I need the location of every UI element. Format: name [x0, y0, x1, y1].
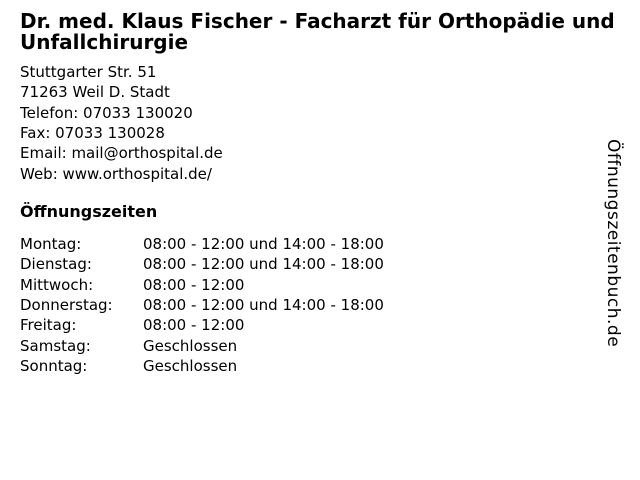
time-value: 08:00 - 12:00 [143, 275, 245, 294]
day-label: Samstag: [20, 336, 91, 355]
contact-fax: Fax: 07033 130028 [20, 123, 165, 142]
day-label: Dienstag: [20, 255, 92, 274]
day-label: Montag: [20, 235, 82, 253]
day-label: Sonntag: [20, 356, 88, 375]
time-value: Geschlossen [143, 356, 238, 375]
contact-phone: Telefon: 07033 130020 [20, 103, 193, 122]
hours-row-thursday [20, 295, 384, 315]
time-value: 08:00 - 12:00 und 14:00 - 18:00 [143, 295, 384, 314]
hours-row-friday [20, 315, 384, 335]
page-title: Dr. med. Klaus Fischer - Facharzt für Orthopädie und Unfallchirurgie [20, 9, 615, 54]
hours-row-tuesday [20, 254, 384, 274]
day-label: Freitag: [20, 316, 77, 335]
opening-hours-heading: Öffnungszeiten [20, 202, 158, 221]
site-watermark: Öffnungszeitenbuch.de [603, 139, 623, 348]
time-value: 08:00 - 12:00 [143, 316, 245, 335]
contact-city: 71263 Weil D. Stadt [20, 83, 170, 102]
day-label: Mittwoch: [20, 275, 94, 294]
hours-row-saturday [20, 336, 384, 356]
hours-row-sunday [20, 356, 384, 376]
contact-info [20, 62, 223, 184]
time-value: 08:00 - 12:00 und 14:00 - 18:00 [143, 235, 384, 253]
contact-street: Stuttgarter Str. 51 [20, 63, 157, 81]
time-value: 08:00 - 12:00 und 14:00 - 18:00 [143, 255, 384, 274]
day-label: Donnerstag: [20, 295, 113, 314]
hours-row-monday [20, 234, 384, 254]
contact-web: Web: www.orthospital.de/ [20, 164, 212, 183]
opening-hours-table [20, 234, 384, 376]
hours-row-wednesday [20, 275, 384, 295]
contact-email: Email: mail@orthospital.de [20, 144, 223, 163]
time-value: Geschlossen [143, 336, 238, 355]
